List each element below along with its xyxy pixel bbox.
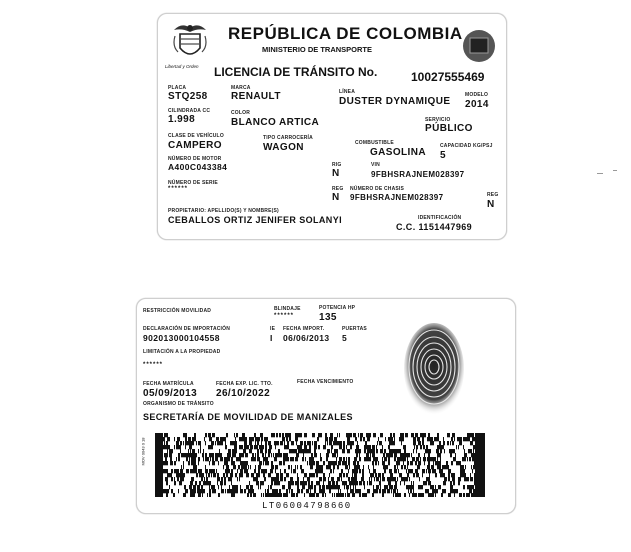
reg-value: N [332, 192, 340, 203]
license-number: 10027555469 [411, 70, 485, 84]
combustible-value: GASOLINA [370, 147, 426, 158]
exp-label: FECHA EXP. LIC. TTO. [216, 381, 273, 387]
rig-value: N [332, 168, 340, 179]
potencia-value: 135 [319, 312, 337, 323]
rig-label: RIG [332, 162, 342, 168]
reg-label-2: REG [487, 192, 499, 198]
vin-value: 9FBHSRAJNEM028397 [371, 170, 465, 179]
servicio-value: PÚBLICO [425, 123, 473, 134]
chasis-label: NÚMERO DE CHASIS [350, 186, 405, 192]
limitacion-value: ****** [143, 362, 164, 368]
side-code: MOV 0043 0 18 [140, 437, 146, 466]
placa-value: STQ258 [168, 91, 208, 102]
marca-value: RENAULT [231, 91, 281, 102]
scan-mark [597, 173, 603, 174]
chasis-value: 9FBHSRAJNEM028397 [350, 193, 444, 202]
republic-title: REPÚBLICA DE COLOMBIA [228, 24, 463, 43]
marca-label: MARCA [231, 85, 251, 91]
cilindrada-value: 1.998 [168, 114, 196, 125]
serie-value: ****** [168, 186, 189, 192]
fecha-import-value: 06/06/2013 [283, 333, 330, 343]
modelo-value: 2014 [465, 99, 489, 110]
barcode-text: LT06004798660 [262, 501, 352, 511]
clase-value: CAMPERO [168, 140, 222, 151]
color-value: BLANCO ARTICA [231, 117, 320, 128]
motto: Libertad y Orden [165, 64, 199, 69]
placa-label: PLACA [168, 85, 187, 91]
blindaje-value: ****** [274, 313, 295, 319]
declaracion-value: 902013000104558 [143, 333, 220, 343]
fingerprint-image [399, 319, 469, 421]
potencia-label: POTENCIA HP [319, 305, 356, 311]
organismo-label: ORGANISMO DE TRÁNSITO [143, 401, 214, 407]
matricula-value: 05/09/2013 [143, 388, 198, 399]
capacidad-label: CAPACIDAD KG/PSJ [440, 143, 493, 149]
puertas-label: PUERTAS [342, 326, 367, 332]
combustible-label: COMBUSTIBLE [355, 140, 394, 146]
license-title: LICENCIA DE TRÁNSITO No. [214, 65, 378, 79]
linea-value: DUSTER DYNAMIQUE [339, 96, 451, 107]
color-label: COLOR [231, 110, 251, 116]
ie-label: IE [270, 326, 276, 332]
motor-label: NÚMERO DE MOTOR [168, 156, 222, 162]
carroceria-value: WAGON [263, 142, 304, 153]
scan-mark [613, 170, 617, 171]
declaracion-label: DECLARACIÓN DE IMPORTACIÓN [143, 326, 231, 332]
serie-label: NÚMERO DE SERIE [168, 180, 218, 186]
propietario-value: CEBALLOS ORTIZ JENIFER SOLANYI [168, 215, 343, 225]
reg-label: REG [332, 186, 344, 192]
capacidad-value: 5 [440, 150, 446, 161]
reg-value-2: N [487, 199, 495, 210]
hologram-seal-icon [461, 28, 497, 64]
servicio-label: SERVICIO [425, 117, 451, 123]
matricula-label: FECHA MATRÍCULA [143, 381, 194, 387]
limitacion-label: LIMITACIÓN A LA PROPIEDAD [143, 349, 221, 355]
identificacion-value: C.C. 1151447969 [396, 222, 473, 232]
fecha-import-label: FECHA IMPORT. [283, 326, 325, 332]
ie-value: I [270, 333, 273, 343]
license-back-card [136, 298, 516, 514]
clase-label: CLASE DE VEHÍCULO [168, 133, 224, 139]
pdf417-barcode [155, 433, 485, 497]
ministry-title: MINISTERIO DE TRANSPORTE [262, 45, 373, 54]
propietario-label: PROPIETARIO: APELLIDO(S) Y NOMBRE(S) [168, 208, 279, 214]
organismo-value: SECRETARÍA DE MOVILIDAD DE MANIZALES [143, 412, 353, 422]
modelo-label: MODELO [465, 92, 489, 98]
carroceria-label: TIPO CARROCERÍA [263, 135, 313, 141]
vin-label: VIN [371, 162, 380, 168]
vencimiento-label: FECHA VENCIMIENTO [297, 379, 354, 385]
coat-of-arms-icon [172, 20, 208, 62]
motor-value: A400C043384 [168, 162, 228, 172]
blindaje-label: BLINDAJE [274, 306, 301, 312]
license-front-card [157, 13, 507, 240]
restriccion-label: RESTRICCIÓN MOVILIDAD [143, 308, 212, 314]
puertas-value: 5 [342, 333, 348, 343]
exp-value: 26/10/2022 [216, 388, 271, 399]
linea-label: LÍNEA [339, 89, 355, 95]
cilindrada-label: CILINDRADA CC [168, 108, 211, 114]
identificacion-label: IDENTIFICACIÓN [418, 215, 462, 221]
